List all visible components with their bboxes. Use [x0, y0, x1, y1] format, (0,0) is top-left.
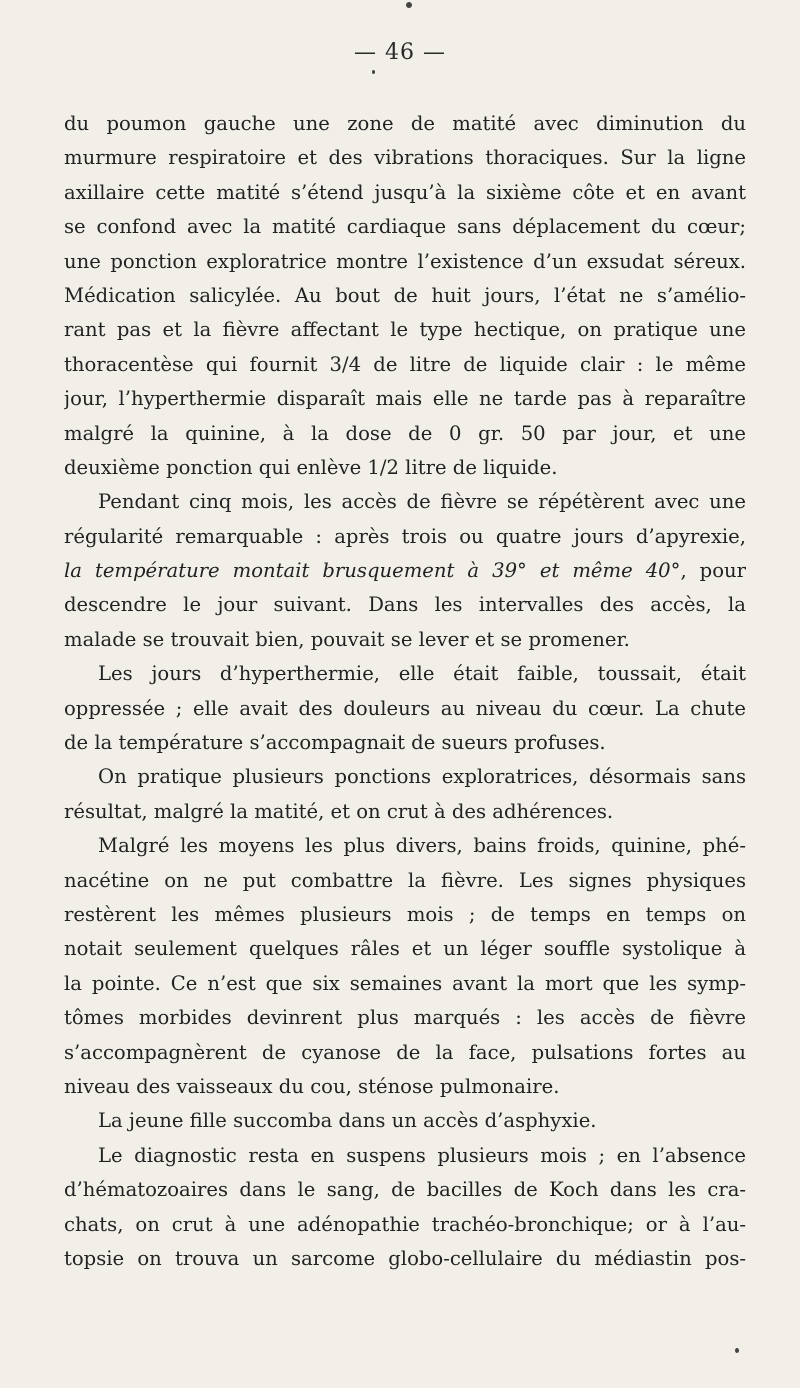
- text-line: Pendant cinq mois, les accès de fièvre se répétèrent avec une: [98, 490, 746, 514]
- text-line: s’accompagnèrent de cyanose de la face, pulsations fortes au: [64, 1040, 746, 1064]
- text-line: niveau des vaisseaux du cou, sténose pulmonaire.: [64, 1074, 560, 1098]
- text-line: oppressée ; elle avait des douleurs au niveau du cœur. La chute: [64, 696, 746, 720]
- text-line: malgré la quinine, à la dose de 0 gr. 50 par jour, et une: [64, 421, 746, 445]
- text-line: Médication salicylée. Au bout de huit jours, l’état ne s’amélio-: [64, 283, 746, 307]
- text-line: se confond avec la matité cardiaque sans déplacement du cœur;: [64, 215, 746, 239]
- text-line: On pratique plusieurs ponctions exploratrices, désormais sans: [98, 765, 746, 789]
- text-line: descendre le jour suivant. Dans les intervalles des accès, la: [64, 593, 746, 617]
- text-line: chats, on crut à une adénopathie trachéo-bronchique; or à l’au-: [64, 1212, 746, 1236]
- text-line: Les jours d’hyperthermie, elle était faible, toussait, était: [98, 662, 746, 686]
- text-line: restèrent les mêmes plusieurs mois ; de temps en temps on: [64, 902, 746, 926]
- page-number: — 46 —: [354, 40, 446, 65]
- print-speck: [406, 2, 412, 8]
- text-line-emphasis: [64, 554, 746, 588]
- text-line: La jeune fille succomba dans un accès d’asphyxie.: [98, 1109, 597, 1133]
- text-line: axillaire cette matité s’étend jusqu’à la sixième côte et en avant: [64, 180, 746, 204]
- text-line: Le diagnostic resta en suspens plusieurs mois ; en l’absence: [98, 1143, 746, 1167]
- text-line: Malgré les moyens les plus divers, bains froids, quinine, phé-: [98, 834, 746, 858]
- text-line: d’hématozoaires dans le sang, de bacilles de Koch dans les cra-: [64, 1178, 746, 1202]
- text-line: du poumon gauche une zone de matité avec diminution du: [64, 112, 746, 135]
- emphasis-text: la température montait brusquement à 39° et même 40°: [64, 559, 681, 583]
- text-line: topsie on trouva un sarcome globo-cellulaire du médiastin pos-: [64, 1246, 746, 1270]
- text-line: murmure respiratoire et des vibrations thoraciques. Sur la ligne: [64, 146, 746, 170]
- text-line: rant pas et la fièvre affectant le type hectique, on pratique une: [64, 318, 746, 342]
- text-line: notait seulement quelques râles et un léger souffle systolique à: [64, 937, 746, 961]
- text-line: de la température s’accompagnait de sueurs profuses.: [64, 731, 606, 755]
- text-line: jour, l’hyperthermie disparaît mais elle ne tarde pas à reparaître: [64, 387, 746, 411]
- text-line: deuxième ponction qui enlève 1/2 litre de liquide.: [64, 455, 558, 479]
- text-line: résultat, malgré la matité, et on crut à des adhérences.: [64, 799, 614, 823]
- text-run: , pour: [680, 559, 746, 583]
- text-line: malade se trouvait bien, pouvait se lever et se promener.: [64, 627, 630, 651]
- text-line: la pointe. Ce n’est que six semaines avant la mort que les symp-: [64, 971, 746, 995]
- print-speck: [372, 70, 375, 74]
- text-line: une ponction exploratrice montre l’existence d’un exsudat séreux.: [64, 249, 746, 273]
- text-line: nacétine on ne put combattre la fièvre. Les signes physiques: [64, 868, 746, 892]
- text-line: thoracentèse qui fournit 3/4 de litre de liquide clair : le même: [64, 352, 746, 376]
- print-speck: [735, 1348, 739, 1353]
- text-line: tômes morbides devinrent plus marqués : les accès de fièvre: [64, 1006, 746, 1030]
- text-line: régularité remarquable : après trois ou quatre jours d’apyrexie,: [64, 524, 746, 548]
- body-text: [64, 107, 746, 1276]
